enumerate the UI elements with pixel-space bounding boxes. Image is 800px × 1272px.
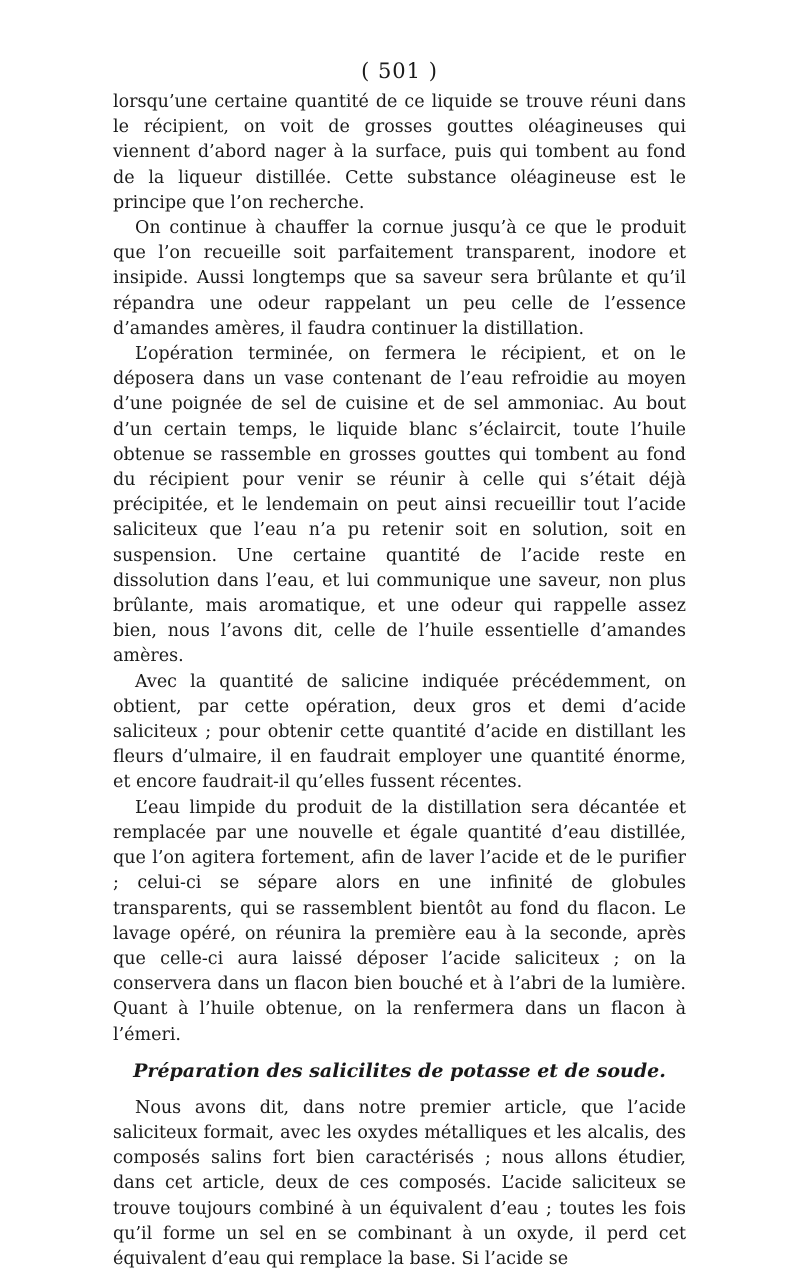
paragraph-5: L’eau limpide du produit de la distillation sera décantée et remplacée par une nouvelle et égale quantité d’eau distillée, que l’on agitera fortement, afin de laver l’acide et de le purifier ; celui-ci se sépare alors en une infinité de globules transparents, qui se rassemblent bientôt au fond du flacon. Le lavage opéré, on réunira la première eau à la seconde, après que celle-ci aura laissé déposer l’acide saliciteux ; on la conservera dans un flacon bien bouché et à l’abri de la lumière. Quant à l’huile obtenue, on la renfermera dans un flacon à l’émeri. [113, 797, 686, 1045]
section-title: Préparation des salicilites de potasse et de soude. [133, 1059, 666, 1082]
page-number: ( 501 ) [361, 59, 438, 83]
book-page [113, 56, 686, 1272]
paragraph-3: L’opération terminée, on fermera le récipient, et on le déposera dans un vase contenant de l’eau refroidie au moyen d’une poignée de sel de cuisine et de sel ammoniac. Au bout d’un certain temps, le liquide blanc s’éclaircit, toute l’huile obtenue se rassemble en grosses gouttes qui tombent au fond du récipient pour venir se réunir à celle qui s’était déjà précipitée, et le lendemain on peut ainsi recueillir tout l’acide saliciteux que l’eau n’a pu retenir soit en solution, soit en suspension. Une certaine quantité de l’acide reste en dissolution dans l’eau, et lui communique une saveur, non plus brûlante, mais aromatique, et une odeur qui rappelle assez bien, nous l’avons dit, celle de l’huile essentielle d’amandes amères. [113, 344, 686, 667]
paragraph-1: lorsqu’une certaine quantité de ce liquide se trouve réuni dans le récipient, on voit de grosses gouttes oléagineuses qui viennent d’abord nager à la surface, puis qui tombent au fond de la liqueur distillée. Cette substance oléagineuse est le principe que l’on recherche. [113, 92, 686, 213]
section-paragraph-1: Nous avons dit, dans notre premier article, que l’acide saliciteux formait, avec les oxydes métalliques et les alcalis, des composés salins fort bien caractérisés ; nous allons étudier, dans cet article, deux de ces composés. L’acide saliciteux se trouve toujours combiné à un équivalent d’eau ; toutes les fois qu’il forme un sel en se combinant à un oxyde, il perd cet équivalent d’eau qui remplace la base. Si l’acide se [113, 1097, 686, 1269]
paragraph-2: On continue à chauffer la cornue jusqu’à ce que le produit que l’on recueille soit parfaitement transparent, inodore et insipide. Aussi longtemps que sa saveur sera brûlante et qu’il répandra une odeur rappelant un peu celle de l’essence d’amandes amères, il faudra continuer la distillation. [113, 218, 686, 339]
paragraph-4: Avec la quantité de salicine indiquée précédemment, on obtient, par cette opération, deux gros et demi d’acide saliciteux ; pour obtenir cette quantité d’acide en distillant les fleurs d’ulmaire, il en faudrait employer une quantité énorme, et encore faudrait-il qu’elles fussent récentes. [113, 671, 686, 793]
